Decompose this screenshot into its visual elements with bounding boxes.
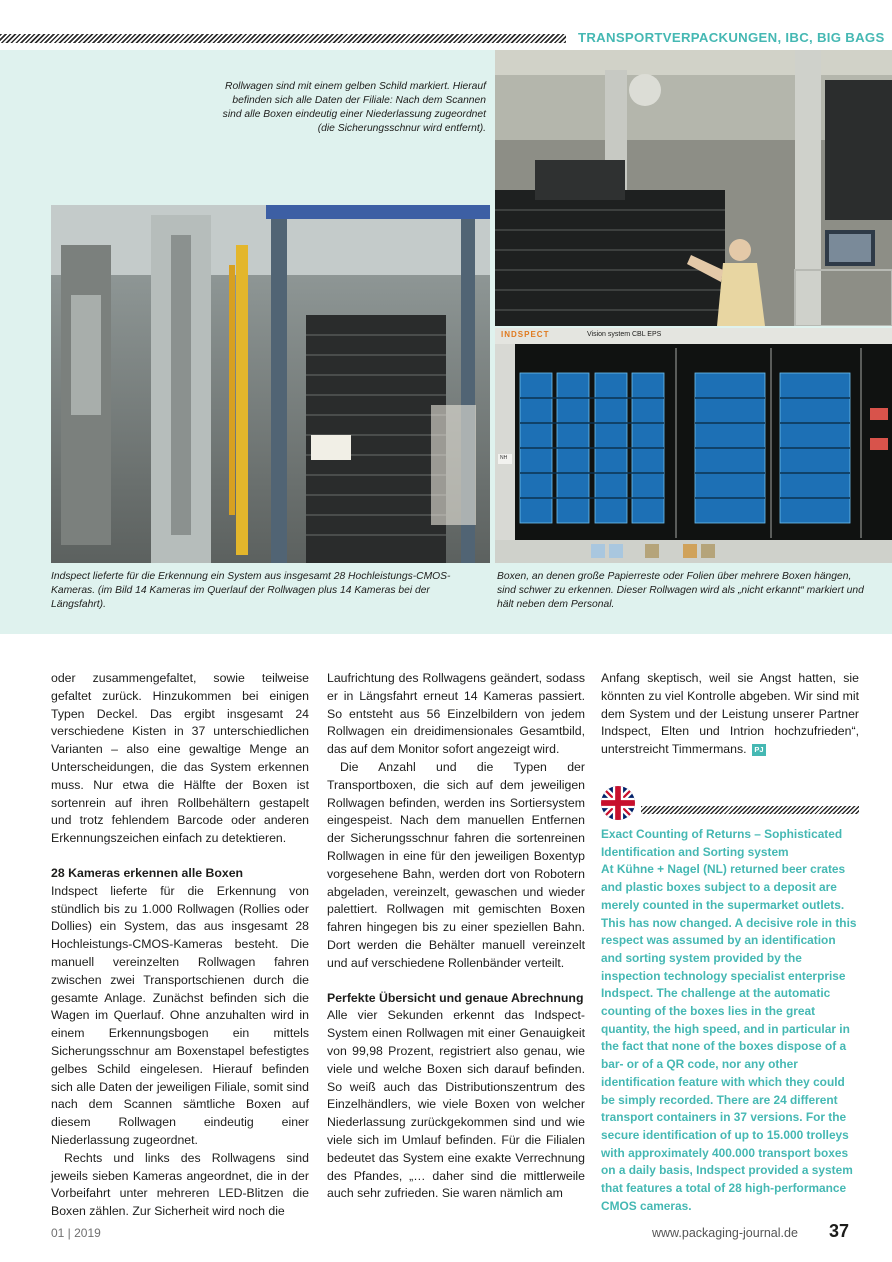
col3-paragraph-text: Anfang skeptisch, weil sie Angst hatten, sie könnten zu viel Kontrolle abgeben. Wir sind mit dem System und der Leistung unserer Partner Indspect, Elten und Intrion hochzufrieden“, unterstreicht Timmermans. xyxy=(601,671,859,757)
pj-end-badge: PJ xyxy=(752,744,766,756)
col2-paragraph-1: Laufrichtung des Rollwagens geändert, sodass er in Längsfahrt erneut 14 Kameras passiert. So entsteht aus 56 Einzelbildern von jedem Rollwagen ein dreidimensionales Gesamtbild, das auf dem Monitor sofort angezeigt wird. xyxy=(327,671,585,757)
caption-top-right: Rollwagen sind mit einem gelben Schild markiert. Hierauf befinden sich alle Daten der Filiale: Nach dem Scannen sind alle Boxen eindeutig einer Niederlassung zugeordnet (die Sicherungsschnur wird entfernt). xyxy=(222,81,486,134)
col2-paragraph-3: Alle vier Sekunden erkennt das Indspect-System einen Rollwagen mit einer Genauigkeit von 99,98 Prozent, registriert also genau, wie viele und welche Boxen sich darauf befinden. So weiß auch das Distributionszentrum des Einzelhändlers, wie viele Boxen von welcher Niederlassung zurückgekommen sind und wie viele sich im Umlauf befinden. Für die Filialen bedeutet das System eine exakte Verrechnung des Pfandes, „… daher sind die mittlerweile auch sehr zufrieden. Sie waren nämlich am xyxy=(327,1008,585,1201)
photo-block xyxy=(0,50,892,634)
col2-subheading: Perfekte Übersicht und genaue Abrechnung xyxy=(327,990,584,1005)
article-column-2 xyxy=(327,670,585,1203)
article-column-1 xyxy=(51,670,309,1221)
english-summary-heading: Exact Counting of Returns – Sophisticated Identification and Sorting system xyxy=(601,827,843,859)
screen-logo: INDSPECT xyxy=(501,330,550,339)
photo-vision-system-screen xyxy=(495,328,892,563)
col1-subheading: 28 Kameras erkennen alle Boxen xyxy=(51,865,244,880)
photo-camera-gantry xyxy=(51,205,490,563)
header-hatch-bar xyxy=(0,34,566,43)
english-summary-header xyxy=(601,786,859,822)
english-summary xyxy=(601,826,860,1215)
website-link[interactable]: www.packaging-journal.de xyxy=(652,1226,798,1240)
col1-paragraph-2: Indspect lieferte für die Erkennung von stündlich bis zu 1.000 Rollwagen (Rollies oder Dollies) ein System, das aus insgesamt 28 Hochleistungs-CMOS-Kameras besteht. Die manuell vereinzelten Rollwagen fahren zwischen zwei Transportschienen durch die gesamte Anlage. Zunächst befinden sich die Wagen im Querlauf. Ohne anzuhalten wird in einem Erkennungsbogen ein mittels Sicherungsschnur am Boxenstapel befestigtes gelbes Schild eingelesen. Hierauf befinden sich alle Daten der jeweiligen Filiale, somit sind nach dem Scannen sämtliche Boxen auf diesem Rollwagen eindeutig einer Niederlassung zugeordnet. xyxy=(51,883,309,1147)
section-title: TRANSPORTVERPACKUNGEN, IBC, BIG BAGS xyxy=(578,30,885,45)
summary-hatch-bar xyxy=(641,806,859,814)
col1-paragraph-1: oder zusammengefaltet, sowie teilweise gefaltet zurück. Hinzukommen bei einigen Typen Deckel. Das ergibt insgesamt 24 verschiedene Kisten in 37 unterschiedlichen Varianten – also eine gewaltige Menge an Unterscheidungen, die das System erkennen muss. Nur etwa die Hälfte der Boxen ist sortenrein auf ihren Rollbehältern gestapelt und trotz fehlendem Barcode oder anderen Erkennungszeichen einfach zu detektieren. xyxy=(51,671,309,846)
article-column-3 xyxy=(601,670,859,759)
english-summary-body: At Kühne + Nagel (NL) returned beer crates and plastic boxes subject to a deposit are merely counted in the supermarket outlets. This has now changed. A decisive role in this respect was assumed by an identification and sorting system provided by the inspection technology specialist enterprise Indspect. The challenge at the automatic counting of the boxes lies in the great quantity, the high speed, and in particular in the fact that none of the boxes dispose of a bar- or of a QR code, nor any other identification feature with which they could be simply recorded. There are 24 different transport containers in 37 versions. For the secure identification of up to 15.000 trolleys with approximately 400.000 transport boxes on a daily basis, Indspect provided a system that features a total of 28 high-performance CMOS cameras. xyxy=(601,862,857,1213)
screen-title: Vision system CBL EPS xyxy=(587,331,662,338)
col1-paragraph-3: Rechts und links des Rollwagens sind jeweils sieben Kameras angeordnet, die in der Vorbeifahrt unter mehreren LED-Blitzen die Boxen zählen. Zur Sicherheit wird noch die xyxy=(51,1150,309,1219)
col2-paragraph-2: Die Anzahl und die Typen der Transportboxen, die sich auf dem jeweiligen Rollwagen befinden, werden ins Sortiersystem eingespeist. Nach dem manuellen Entfernen der Sicherungsschnur fahren die sortenreinen Rollwagen in eine für den jeweiligen Boxentyp vorgesehene Bahn, werden dort von Robotern abgeladen, vereinzelt, gewaschen und wieder palettiert. Rollwagen mit gemischten Boxen fahren hingegen bis zu einer speziellen Bahn. Dort werden die Behälter manuell vereinzelt und auf verschiedene Rollenbänder verteilt. xyxy=(327,759,585,970)
caption-bottom-left: Indspect lieferte für die Erkennung ein System aus insgesamt 28 Hochleistungs-CMOS-Kameras. (im Bild 14 Kameras im Querlauf der Rollwagen plus 14 Kameras bei der Längsfahrt). xyxy=(51,571,451,610)
caption-bottom-right: Boxen, an denen große Papierreste oder Folien über mehrere Boxen hängen, sind schwer zu erkennen. Dieser Rollwagen wird als „nicht erkannt“ markiert und hält neben dem Personal. xyxy=(497,571,864,610)
uk-flag-icon xyxy=(601,786,635,820)
photo-warehouse-worker xyxy=(495,50,892,326)
issue-number: 01 | 2019 xyxy=(51,1226,101,1240)
screen-side-label: NH xyxy=(500,455,508,461)
page-number: 37 xyxy=(829,1221,850,1241)
col3-paragraph-1 xyxy=(601,670,859,759)
